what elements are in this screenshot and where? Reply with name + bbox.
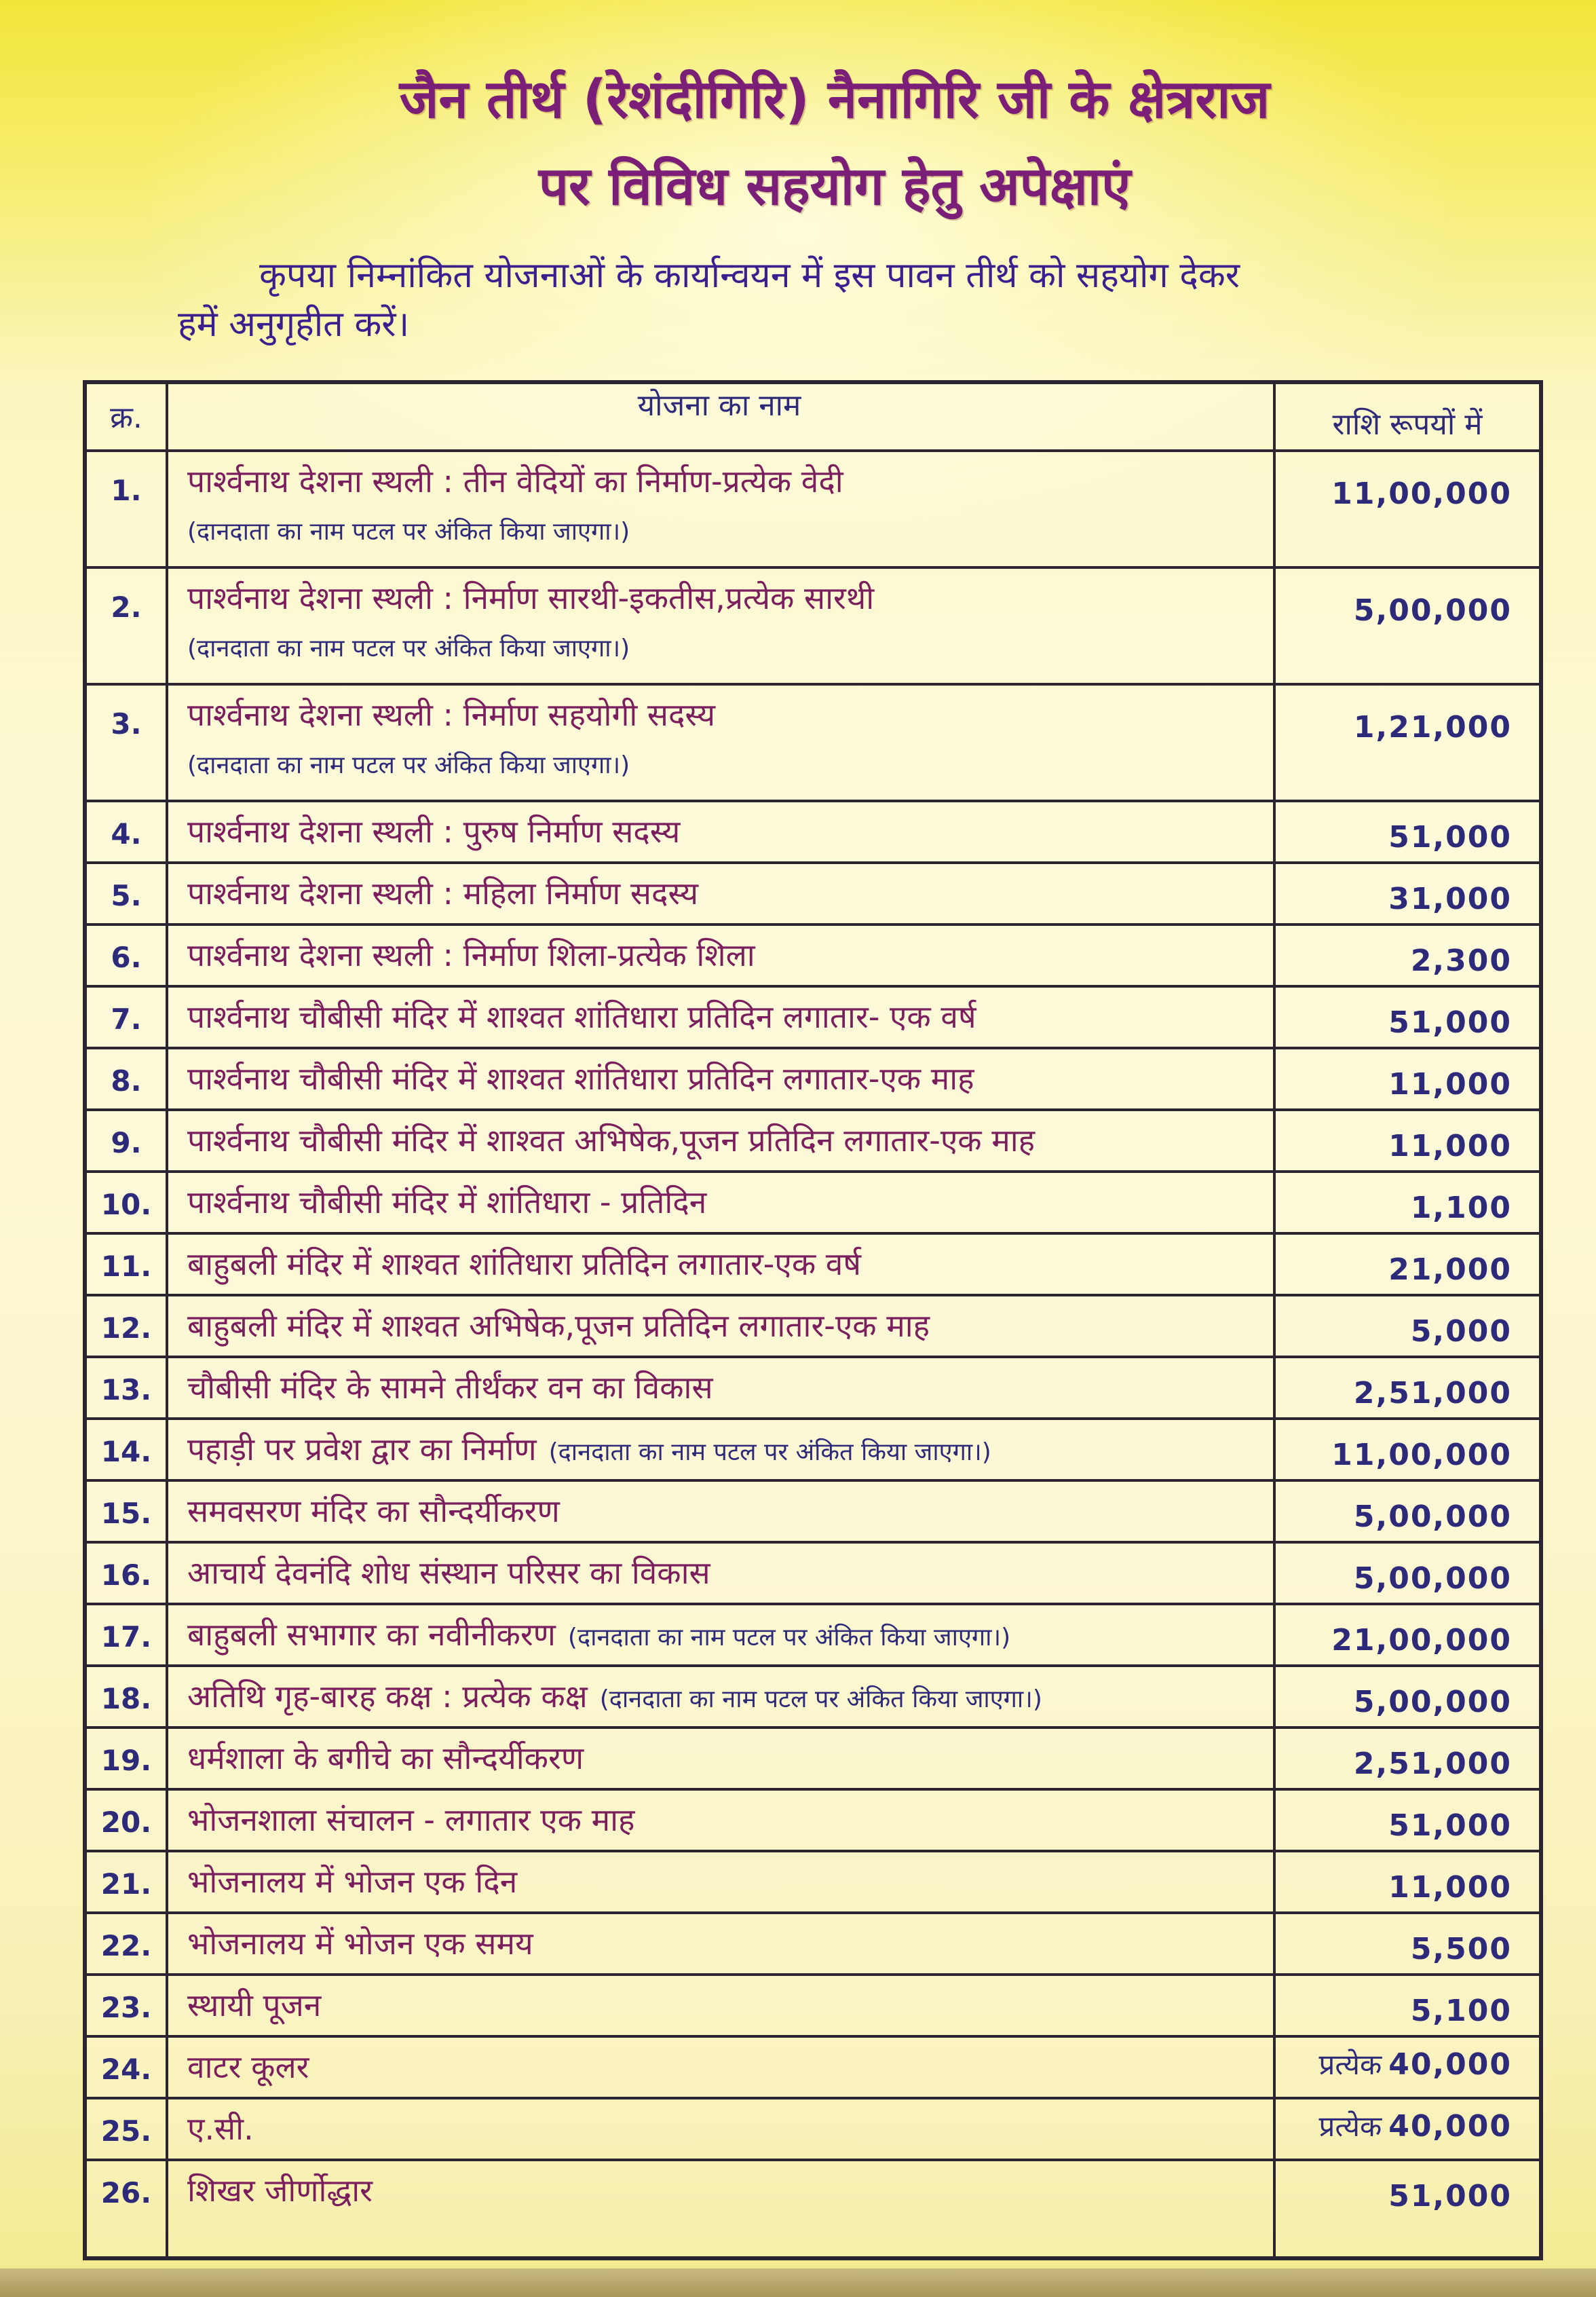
scheme-text: आचार्य देवनंदि शोध संस्थान परिसर का विकास xyxy=(187,1554,710,1591)
row-serial: 14. xyxy=(100,1435,152,1468)
amount-value: 5,00,000 xyxy=(1353,1561,1512,1596)
scheme-text: ए.सी. xyxy=(187,2110,254,2147)
scheme-text: स्थायी पूजन xyxy=(187,1987,322,2023)
scheme-text: पार्श्वनाथ चौबीसी मंदिर में शांतिधारा - प्रतिदिन xyxy=(187,1184,707,1220)
table-row xyxy=(87,1294,1539,1356)
row-scheme-name xyxy=(187,1307,930,1344)
row-serial: 10. xyxy=(100,1188,152,1221)
row-serial: 26. xyxy=(100,2176,152,2209)
row-amount xyxy=(1318,2047,1513,2082)
table-row xyxy=(87,1726,1539,1788)
row-amount xyxy=(1411,1996,1512,2026)
bottom-edge xyxy=(0,2268,1596,2297)
amount-value: 51,000 xyxy=(1388,820,1512,855)
row-amount xyxy=(1388,1252,1512,1287)
amount-value: 11,00,000 xyxy=(1331,1438,1512,1472)
row-serial: 21. xyxy=(100,1867,152,1901)
amount-value: 11,00,000 xyxy=(1331,477,1512,511)
header-amount: राशि रूपयों में xyxy=(1332,407,1483,442)
row-serial: 12. xyxy=(100,1311,152,1345)
donor-plaque-note: (दानदाता का नाम पटल पर अंकित किया जाएगा।) xyxy=(599,1685,1042,1713)
row-amount xyxy=(1331,1623,1512,1658)
row-scheme-name xyxy=(187,1863,518,1900)
row-serial: 2. xyxy=(111,591,142,624)
row-scheme-name xyxy=(187,2172,373,2209)
table-row xyxy=(87,861,1539,923)
row-serial: 15. xyxy=(100,1497,152,1530)
table-row xyxy=(87,1664,1539,1726)
table-row xyxy=(87,1541,1539,1603)
table-header xyxy=(87,384,1539,449)
row-scheme-name xyxy=(187,1987,322,2023)
row-scheme-name xyxy=(187,2110,254,2147)
page-title: जैन तीर्थ (रेशंदीगिरि) नैनागिरि जी के क्षेत्रराज xyxy=(399,69,1270,130)
scheme-text: पार्श्वनाथ चौबीसी मंदिर में शाश्वत अभिषेक,पूजन प्रतिदिन लगातार-एक माह xyxy=(187,1122,1036,1159)
row-serial: 16. xyxy=(100,1558,152,1592)
amount-value: 51,000 xyxy=(1388,1808,1512,1843)
amount-value: 21,000 xyxy=(1388,1252,1512,1287)
scheme-text: शिखर जीर्णोद्धार xyxy=(187,2172,373,2209)
row-serial: 4. xyxy=(111,817,142,851)
row-serial: 8. xyxy=(111,1064,142,1098)
table-row xyxy=(87,1973,1539,2035)
scheme-text: पहाड़ी पर प्रवेश द्वार का निर्माण xyxy=(187,1431,537,1468)
amount-value: 1,21,000 xyxy=(1353,710,1512,745)
scheme-text: समवसरण मंदिर का सौन्दर्यीकरण xyxy=(187,1493,560,1529)
amount-value: 5,100 xyxy=(1410,1994,1512,2028)
header-serial: क्र. xyxy=(110,400,142,435)
table-row xyxy=(87,985,1539,1047)
scheme-text: पार्श्वनाथ देशना स्थली : निर्माण सारथी-इकतीस,प्रत्येक सारथी xyxy=(187,580,875,616)
table-row xyxy=(87,1417,1539,1479)
scheme-text: पार्श्वनाथ देशना स्थली : पुरुष निर्माण सदस्य xyxy=(187,813,681,850)
row-scheme-name xyxy=(187,1122,1036,1159)
donor-plaque-note: (दानदाता का नाम पटल पर अंकित किया जाएगा।) xyxy=(187,635,630,662)
table-row xyxy=(87,1232,1539,1294)
row-amount xyxy=(1388,1129,1512,1163)
amount-value: 40,000 xyxy=(1388,2047,1512,2082)
scheme-text: पार्श्वनाथ देशना स्थली : तीन वेदियों का निर्माण-प्रत्येक वेदी xyxy=(187,463,843,500)
row-scheme-name xyxy=(187,1184,707,1220)
row-amount xyxy=(1353,710,1512,745)
scheme-text: पार्श्वनाथ चौबीसी मंदिर में शाश्वत शांतिधारा प्रतिदिन लगातार-एक माह xyxy=(187,1060,974,1097)
amount-value: 2,51,000 xyxy=(1353,1376,1512,1411)
table-row xyxy=(87,1603,1539,1664)
table-row xyxy=(87,1108,1539,1170)
row-serial: 7. xyxy=(111,1003,142,1036)
row-scheme-name xyxy=(187,998,976,1035)
scheme-text: चौबीसी मंदिर के सामने तीर्थंकर वन का विकास xyxy=(187,1369,713,1406)
scheme-text: पार्श्वनाथ देशना स्थली : निर्माण शिला-प्रत्येक शिला xyxy=(187,937,755,973)
row-amount xyxy=(1410,1932,1512,1966)
row-scheme-name xyxy=(187,1060,974,1097)
row-amount xyxy=(1353,593,1512,628)
row-amount xyxy=(1411,1193,1512,1223)
scheme-text: भोजनालय में भोजन एक दिन xyxy=(187,1863,518,1900)
row-scheme-name xyxy=(187,1554,710,1591)
scheme-text: भोजनालय में भोजन एक समय xyxy=(187,1925,533,1962)
row-scheme-name xyxy=(187,1616,1011,1653)
donor-plaque-note: (दानदाता का नाम पटल पर अंकित किया जाएगा।) xyxy=(548,1438,991,1466)
row-scheme-name xyxy=(187,2051,309,2083)
intro-line-2: हमें अनुगृहीत करें। xyxy=(178,304,410,345)
table-row xyxy=(87,800,1539,861)
table-row xyxy=(87,566,1539,683)
row-scheme-name xyxy=(187,1801,635,1838)
scheme-text: पार्श्वनाथ देशना स्थली : महिला निर्माण सदस्य xyxy=(187,875,699,912)
amount-value: 11,000 xyxy=(1388,1870,1512,1905)
row-amount xyxy=(1388,884,1512,914)
amount-value: 2,300 xyxy=(1410,944,1512,978)
row-scheme-name xyxy=(187,1495,560,1527)
row-scheme-name xyxy=(187,696,716,733)
table-row xyxy=(87,2097,1539,2159)
row-serial: 20. xyxy=(100,1806,152,1839)
donor-plaque-note: (दानदाता का नाम पटल पर अंकित किया जाएगा।) xyxy=(187,751,630,779)
scheme-text: बाहुबली मंदिर में शाश्वत शांतिधारा प्रतिदिन लगातार-एक वर्ष xyxy=(187,1246,861,1282)
donor-plaque-note: (दानदाता का नाम पटल पर अंकित किया जाएगा।) xyxy=(567,1624,1011,1651)
row-scheme-name xyxy=(187,1248,861,1280)
table-row xyxy=(87,2159,1539,2220)
row-serial: 6. xyxy=(111,941,142,974)
row-amount xyxy=(1388,1005,1512,1040)
intro-line-1: कृपया निम्नांकित योजनाओं के कार्यान्वयन में इस पावन तीर्थ को सहयोग देकर xyxy=(259,255,1240,296)
amount-prefix: प्रत्येक xyxy=(1318,2110,1382,2143)
amount-value: 5,000 xyxy=(1410,1314,1512,1349)
row-serial: 22. xyxy=(100,1929,152,1962)
table-row xyxy=(87,923,1539,985)
table-row xyxy=(87,1479,1539,1541)
row-serial: 13. xyxy=(100,1373,152,1406)
scheme-text: पार्श्वनाथ देशना स्थली : निर्माण सहयोगी सदस्य xyxy=(187,696,716,733)
row-scheme-name xyxy=(187,1431,991,1468)
row-amount xyxy=(1353,1561,1512,1596)
scheme-text: धर्मशाला के बगीचे का सौन्दर्यीकरण xyxy=(187,1740,584,1776)
row-amount xyxy=(1388,1870,1512,1905)
header-scheme: योजना का नाम xyxy=(637,388,801,423)
row-scheme-name xyxy=(187,582,874,614)
row-scheme-name xyxy=(187,1369,713,1406)
amount-value: 40,000 xyxy=(1388,2109,1512,2144)
row-amount xyxy=(1353,1376,1512,1411)
table-row xyxy=(87,683,1539,800)
row-serial: 23. xyxy=(100,1991,152,2024)
row-amount xyxy=(1318,2109,1513,2144)
scheme-text: भोजनशाला संचालन - लगातार एक माह xyxy=(187,1801,635,1838)
row-serial: 19. xyxy=(100,1744,152,1777)
row-serial: 11. xyxy=(100,1250,152,1283)
amount-value: 31,000 xyxy=(1388,882,1512,916)
amount-prefix: प्रत्येक xyxy=(1318,2048,1382,2081)
page-subtitle: पर विविध सहयोग हेतु अपेक्षाएं xyxy=(538,156,1131,217)
row-scheme-name xyxy=(187,1678,1042,1715)
scheme-text: अतिथि गृह-बारह कक्ष : प्रत्येक कक्ष xyxy=(187,1678,588,1715)
row-amount xyxy=(1354,1749,1512,1779)
amount-value: 51,000 xyxy=(1388,1005,1512,1040)
row-amount xyxy=(1388,1808,1512,1843)
table-row xyxy=(87,1788,1539,1850)
donor-plaque-note: (दानदाता का नाम पटल पर अंकित किया जाएगा।) xyxy=(187,518,630,546)
amount-value: 21,00,000 xyxy=(1331,1623,1512,1658)
amount-value: 2,51,000 xyxy=(1353,1747,1512,1781)
row-scheme-name xyxy=(187,875,699,912)
table-row xyxy=(87,1047,1539,1108)
amount-value: 1,100 xyxy=(1410,1191,1512,1225)
row-serial: 5. xyxy=(111,879,142,912)
row-serial: 9. xyxy=(111,1126,142,1159)
row-amount xyxy=(1388,2179,1512,2214)
row-serial: 3. xyxy=(111,707,142,741)
amount-value: 5,00,000 xyxy=(1353,1499,1512,1534)
amount-value: 11,000 xyxy=(1388,1067,1512,1102)
scheme-text: बाहुबली मंदिर में शाश्वत अभिषेक,पूजन प्रतिदिन लगातार-एक माह xyxy=(187,1307,930,1344)
row-serial: 18. xyxy=(100,1682,152,1715)
row-serial: 25. xyxy=(100,2114,152,2148)
scheme-text: पार्श्वनाथ चौबीसी मंदिर में शाश्वत शांतिधारा प्रतिदिन लगातार- एक वर्ष xyxy=(187,998,976,1035)
row-scheme-name xyxy=(187,1925,533,1962)
amount-value: 5,00,000 xyxy=(1353,593,1512,628)
table-row xyxy=(87,2035,1539,2097)
donation-table xyxy=(83,380,1543,2260)
table-row xyxy=(87,449,1539,566)
row-scheme-name xyxy=(187,1742,584,1774)
row-scheme-name xyxy=(187,463,843,500)
row-amount xyxy=(1410,1314,1512,1349)
table-row xyxy=(87,1170,1539,1232)
row-amount xyxy=(1411,946,1512,976)
table-row xyxy=(87,1911,1539,1973)
scheme-text: वाटर कूलर xyxy=(187,2049,309,2085)
row-scheme-name xyxy=(187,939,755,971)
row-serial: 24. xyxy=(100,2053,152,2086)
table-row xyxy=(87,1356,1539,1417)
row-amount xyxy=(1354,1687,1512,1717)
row-serial: 1. xyxy=(111,474,142,507)
row-amount xyxy=(1353,1499,1512,1534)
row-amount xyxy=(1388,820,1512,855)
row-amount xyxy=(1388,1067,1512,1102)
row-serial: 17. xyxy=(100,1620,152,1654)
amount-value: 11,000 xyxy=(1388,1129,1512,1163)
scheme-text: बाहुबली सभागार का नवीनीकरण xyxy=(187,1616,556,1653)
row-amount xyxy=(1331,1440,1512,1470)
amount-value: 5,500 xyxy=(1410,1932,1512,1966)
row-amount xyxy=(1331,479,1512,509)
row-scheme-name xyxy=(187,813,681,850)
amount-value: 5,00,000 xyxy=(1353,1685,1512,1719)
table-row xyxy=(87,1850,1539,1911)
amount-value: 51,000 xyxy=(1388,2179,1512,2214)
